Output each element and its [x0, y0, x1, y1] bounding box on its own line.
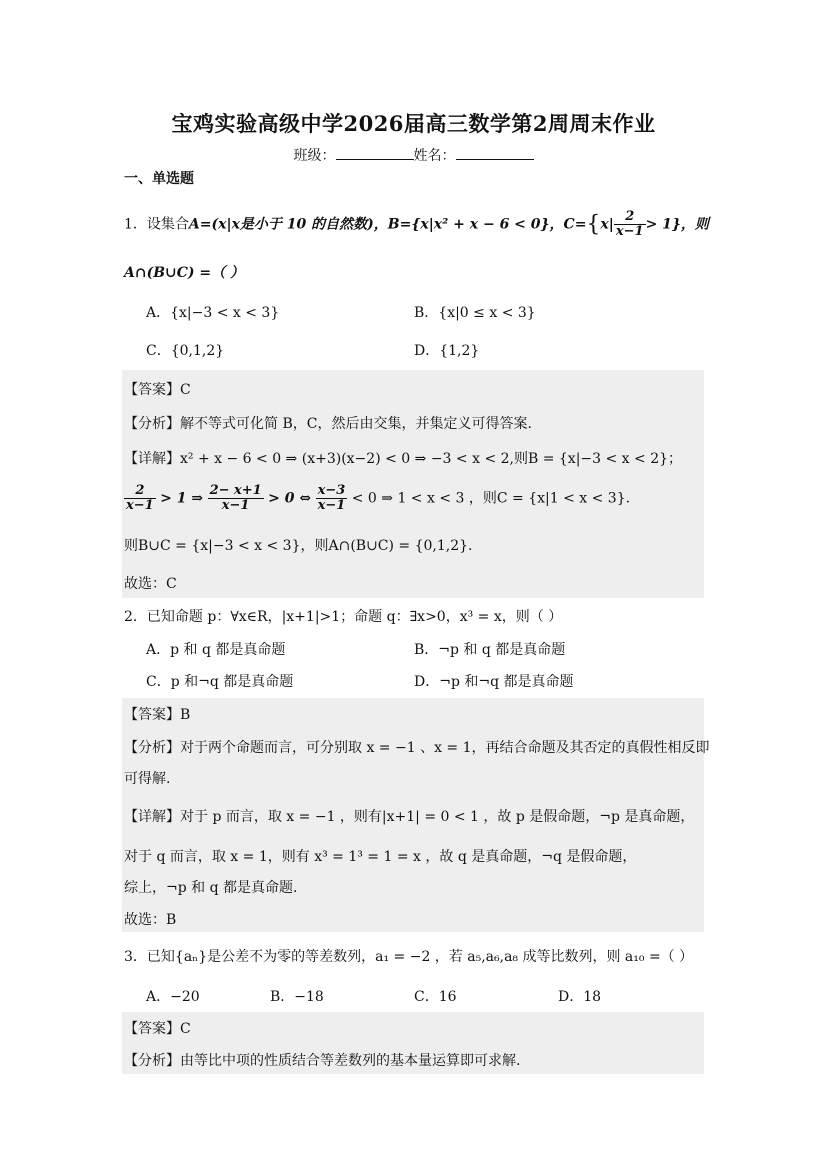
q1-choose: 故选：C — [124, 576, 177, 592]
q1-set-c-pre: C= — [563, 216, 587, 233]
name-blank[interactable] — [456, 146, 534, 160]
q1-d2-frac-2 — [208, 484, 264, 513]
q1-d2-step-2: > 0 ⇔ — [268, 490, 312, 507]
q1-detail-3: 则B∪C = {x|−3 < x < 3}，则A∩(B∪C) = {0,1,2}. — [124, 538, 473, 554]
q1-stem-line2: A∩(B∪C) =（ ） — [124, 265, 245, 281]
q1-stem-intro: 1．设集合 — [124, 216, 189, 233]
student-info — [0, 145, 827, 165]
name-label: 姓名： — [413, 148, 456, 164]
q3-option-d[interactable]: D．18 — [558, 989, 602, 1005]
q2-option-a[interactable]: A．p 和 q 都是真命题 — [146, 642, 286, 658]
q3-analysis: 【分析】由等比中项的性质结合等差数列的基本量运算即可求解. — [124, 1053, 521, 1069]
q2-answer: 【答案】B — [124, 707, 191, 723]
q1-stem — [124, 210, 709, 239]
q2-option-b[interactable]: B．¬p 和 q 都是真命题 — [414, 642, 566, 658]
q1-detail-1: 【详解】x² + x − 6 < 0 ⇒ (x+3)(x−2) < 0 ⇒ −3 < x < 2,则B = {x|−3 < x < 2}； — [124, 451, 683, 467]
q3-stem: 3．已知{aₙ}是公差不为零的等差数列，a₁ = −2 ，若 a₅,a₆,a₈ 成等比数列，则 a₁₀ =（ ） — [124, 949, 694, 965]
q1-set-c-post: > 1}，则 — [645, 216, 709, 233]
q1-set-c-x: x| — [600, 216, 614, 233]
q1-d2-frac-3-num: x−3 — [317, 483, 346, 498]
q1-set-a: A=(x|x是小于 10 的自然数)， — [188, 216, 388, 233]
q1-d2-frac-2-num: 2− x+1 — [209, 483, 262, 498]
q2-stem: 2．已知命题 p：∀x∈R，|x+1|>1；命题 q：∃x>0，x³ = x，则（ ） — [124, 609, 563, 625]
section-heading: 一、单选题 — [124, 171, 194, 187]
q1-answer: 【答案】C — [124, 382, 191, 398]
q1-analysis: 【分析】解不等式可化简 B，C，然后由交集，并集定义可得答案. — [124, 416, 532, 432]
q1-d2-frac-1-num: 2 — [124, 484, 156, 499]
q2-option-c[interactable]: C．p 和¬q 都是真命题 — [146, 674, 294, 690]
brace-open: { — [586, 212, 601, 237]
q2-detail-2: 对于 q 而言，取 x = 1，则有 x³ = 1³ = 1 = x ，故 q 是真命题，¬q 是假命题， — [124, 849, 637, 865]
q2-detail-1: 【详解】对于 p 而言，取 x = −1 ，则有|x+1| = 0 < 1 ，故 p 是假命题，¬p 是真命题， — [124, 809, 695, 825]
q3-option-c[interactable]: C．16 — [414, 989, 457, 1005]
q1-d2-frac-2-den: x−1 — [221, 498, 250, 513]
q2-analysis-2: 可得解. — [124, 771, 171, 787]
q1-d2-frac-1 — [124, 484, 156, 513]
q2-detail-3: 综上，¬p 和 q 都是真命题. — [124, 880, 298, 896]
q2-analysis-1: 【分析】对于两个命题而言，可分别取 x = −1 、x = 1，再结合命题及其否定的真假性相反即 — [124, 740, 710, 756]
q1-detail-2 — [124, 484, 630, 513]
q1-set-c-den: x−1 — [615, 224, 644, 239]
q1-set-c-num: 2 — [614, 210, 646, 225]
q1-d2-step-3: < 0 ⇒ 1 < x < 3 ，则C = {x|1 < x < 3}. — [351, 490, 631, 507]
q1-d2-frac-3-den: x−1 — [317, 498, 346, 513]
q1-d2-step-1: > 1 ⇒ — [160, 490, 204, 507]
q3-option-a[interactable]: A．−20 — [146, 989, 200, 1005]
q2-choose: 故选：B — [124, 912, 177, 928]
q3-answer: 【答案】C — [124, 1021, 191, 1037]
q1-set-c-fraction — [614, 210, 646, 239]
q2-option-d[interactable]: D．¬p 和¬q 都是真命题 — [414, 674, 574, 690]
q1-option-b[interactable]: B．{x|0 ≤ x < 3} — [414, 305, 536, 321]
q1-d2-frac-1-den: x−1 — [126, 498, 154, 513]
q1-set-b: B={x|x² + x − 6 < 0}， — [387, 216, 564, 233]
class-blank[interactable] — [336, 146, 414, 160]
q1-d2-frac-3 — [316, 484, 348, 513]
q1-option-a[interactable]: A．{x|−3 < x < 3} — [146, 305, 280, 321]
q1-option-d[interactable]: D．{1,2} — [414, 343, 480, 359]
q1-option-c[interactable]: C．{0,1,2} — [146, 343, 225, 359]
page-title: 宝鸡实验高级中学2026届高三数学第2周周末作业 — [171, 111, 656, 136]
q3-option-b[interactable]: B．−18 — [270, 989, 324, 1005]
class-label: 班级： — [293, 148, 336, 164]
